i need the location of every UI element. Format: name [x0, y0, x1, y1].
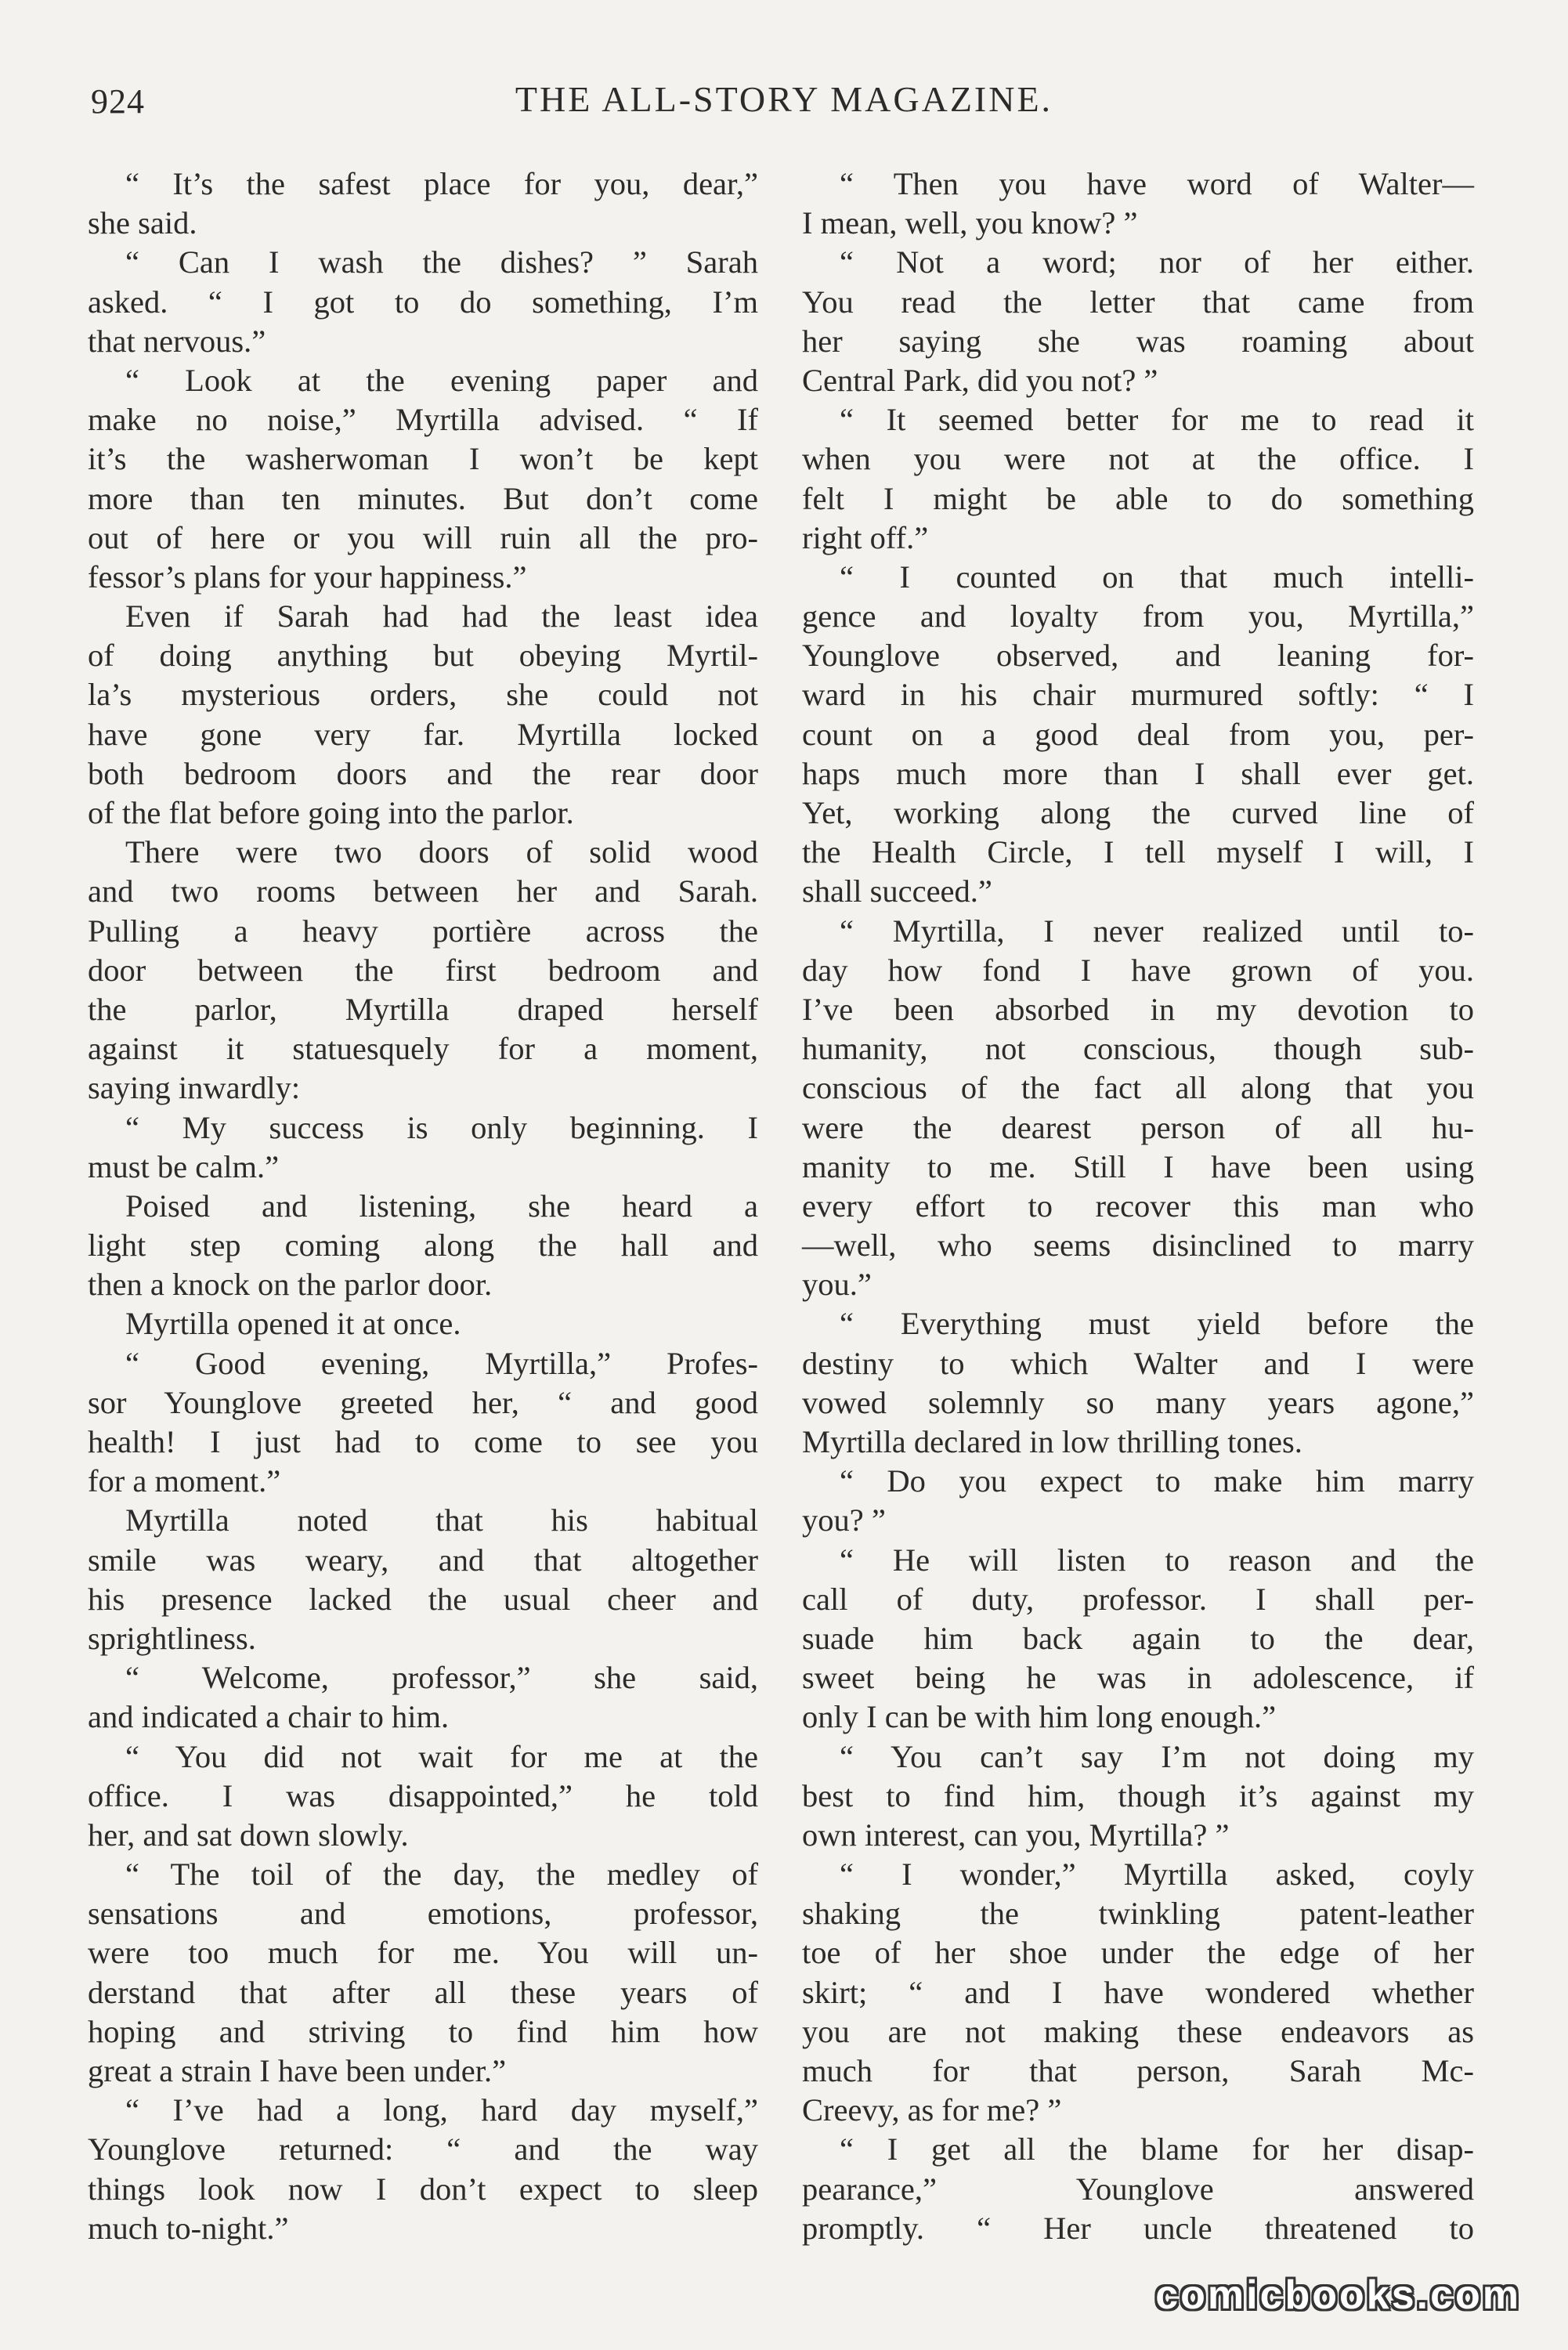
text-line: manity to me. Still I have been using [802, 1148, 1474, 1184]
text-line: then a knock on the parlor door. [88, 1267, 493, 1303]
text-line: the Health Circle, I tell myself I will, I [802, 834, 1474, 870]
text-line: “ I get all the blame for her disap- [840, 2131, 1474, 2167]
text-line: “ Not a word; nor of her either. [840, 244, 1474, 280]
text-line: “ Look at the evening paper and [125, 362, 758, 398]
text-line: Myrtilla noted that his habitual [125, 1502, 758, 1538]
text-line: “ The toil of the day, the medley of [125, 1856, 758, 1893]
text-line: derstand that after all these years of [88, 1974, 758, 2010]
text-line: sweet being he was in adolescence, if [802, 1660, 1474, 1696]
text-line: la’s mysterious orders, she could not [88, 677, 758, 713]
text-line: more than ten minutes. But don’t come [88, 480, 758, 516]
text-line: “ Welcome, professor,” she said, [125, 1660, 758, 1696]
text-line: right off.” [802, 519, 929, 555]
text-line: make no noise,” Myrtilla advised. “ If [88, 402, 758, 438]
text-line: “ Everything must yield before the [840, 1306, 1474, 1342]
text-line: vowed solemnly so many years agone,” [802, 1384, 1474, 1420]
text-line: “ He will listen to reason and the [840, 1542, 1474, 1578]
text-line: and two rooms between her and Sarah. [88, 873, 758, 909]
text-line: that nervous.” [88, 323, 266, 359]
text-line: both bedroom doors and the rear door [88, 755, 758, 791]
text-line: saying inwardly: [88, 1070, 301, 1106]
text-line: destiny to which Walter and I were [802, 1345, 1474, 1381]
text-line: “ Can I wash the dishes? ” Sarah [125, 244, 758, 280]
text-line: Yet, working along the curved line of [802, 795, 1474, 830]
text-line: out of here or you will ruin all the pro- [88, 519, 758, 555]
text-line: pearance,” Younglove answered [802, 2171, 1474, 2207]
text-line: fessor’s plans for your happiness.” [88, 559, 527, 595]
text-line: you are not making these endeavors as [802, 2013, 1474, 2049]
text-line: Even if Sarah had had the least idea [125, 598, 758, 634]
text-line: door between the first bedroom and [88, 952, 758, 988]
text-line: things look now I don’t expect to sleep [88, 2171, 758, 2207]
text-line: sor Younglove greeted her, “ and good [88, 1384, 758, 1420]
text-line: count on a good deal from you, per- [802, 716, 1474, 752]
right-column [802, 164, 1474, 2248]
text-line: Younglove returned: “ and the way [88, 2131, 758, 2167]
text-line: You read the letter that came from [802, 284, 1474, 320]
text-line: his presence lacked the usual cheer and [88, 1581, 758, 1617]
text-line: “ You can’t say I’m not doing my [840, 1738, 1474, 1774]
text-line: gence and loyalty from you, Myrtilla,” [802, 598, 1474, 634]
text-line: haps much more than I shall ever get. [802, 755, 1474, 791]
text-line: must be calm.” [88, 1148, 280, 1184]
text-line: “ Myrtilla, I never realized until to- [840, 913, 1474, 949]
text-line: health! I just had to come to see you [88, 1424, 758, 1459]
text-line: of the flat before going into the parlor. [88, 795, 574, 830]
text-line: “ You did not wait for me at the [125, 1738, 758, 1774]
text-line: and indicated a chair to him. [88, 1699, 450, 1735]
text-line: she said. [88, 205, 197, 241]
text-line: felt I might be able to do something [802, 480, 1474, 516]
text-line: “ I wonder,” Myrtilla asked, coyly [840, 1856, 1474, 1893]
text-line: light step coming along the hall and [88, 1227, 758, 1264]
text-line: shall succeed.” [802, 873, 992, 909]
left-column [88, 164, 758, 2248]
text-line: every effort to recover this man who [802, 1188, 1474, 1224]
text-line: only I can be with him long enough.” [802, 1699, 1277, 1735]
text-line: call of duty, professor. I shall per- [802, 1581, 1474, 1617]
text-line: were too much for me. You will un- [88, 1935, 758, 1971]
text-line: “ Then you have word of Walter— [840, 166, 1474, 201]
text-line: skirt; “ and I have wondered whether [802, 1974, 1474, 2010]
text-line: you.” [802, 1267, 872, 1303]
text-line: were the dearest person of all hu- [802, 1109, 1474, 1145]
text-line: for a moment.” [88, 1463, 281, 1499]
text-line: humanity, not conscious, though sub- [802, 1031, 1474, 1067]
text-line: “ I’ve had a long, hard day myself,” [125, 2092, 758, 2128]
text-line: sprightliness. [88, 1620, 256, 1656]
text-line: Poised and listening, she heard a [125, 1188, 758, 1224]
text-line: “ My success is only beginning. I [125, 1109, 758, 1145]
text-line: you? ” [802, 1502, 886, 1538]
text-line: I mean, well, you know? ” [802, 205, 1138, 241]
text-line: smile was weary, and that altogether [88, 1542, 758, 1578]
text-line: sensations and emotions, professor, [88, 1896, 758, 1932]
text-line: “ I counted on that much intelli- [840, 559, 1474, 595]
text-line: “ Good evening, Myrtilla,” Profes- [125, 1345, 758, 1381]
text-line: her, and sat down slowly. [88, 1817, 409, 1853]
text-line: asked. “ I got to do something, I’m [88, 284, 758, 320]
text-line: office. I was disappointed,” he told [88, 1777, 758, 1813]
text-line: toe of her shoe under the edge of her [802, 1935, 1474, 1971]
text-line: against it statuesquely for a moment, [88, 1031, 758, 1067]
text-line: “ It’s the safest place for you, dear,” [125, 166, 758, 201]
text-line: Central Park, did you not? ” [802, 362, 1158, 398]
text-line: hoping and striving to find him how [88, 2013, 758, 2049]
text-line: I’ve been absorbed in my devotion to [802, 991, 1474, 1027]
running-head: THE ALL-STORY MAGAZINE. [515, 79, 1053, 119]
text-line: best to find him, though it’s against my [802, 1777, 1474, 1813]
text-line: much for that person, Sarah Mc- [802, 2053, 1474, 2088]
text-line: the parlor, Myrtilla draped herself [88, 991, 758, 1027]
text-line: Younglove observed, and leaning for- [802, 638, 1474, 674]
text-line: suade him back again to the dear, [802, 1620, 1474, 1656]
text-line: day how fond I have grown of you. [802, 952, 1474, 988]
text-line: much to-night.” [88, 2210, 289, 2246]
text-line: Myrtilla declared in low thrilling tones. [802, 1424, 1302, 1459]
text-line: ward in his chair murmured softly: “ I [802, 677, 1474, 713]
text-line: “ It seemed better for me to read it [840, 402, 1474, 438]
text-line: —well, who seems disinclined to marry [802, 1227, 1474, 1264]
text-line: conscious of the fact all along that you [802, 1070, 1474, 1106]
text-line: promptly. “ Her uncle threatened to [802, 2210, 1474, 2246]
text-line: own interest, can you, Myrtilla? ” [802, 1817, 1230, 1853]
text-line: when you were not at the office. I [802, 441, 1474, 477]
text-line: Creevy, as for me? ” [802, 2092, 1062, 2128]
text-line: of doing anything but obeying Myrtil- [88, 638, 758, 674]
text-line: it’s the washerwoman I won’t be kept [88, 441, 758, 477]
text-line: have gone very far. Myrtilla locked [88, 716, 758, 752]
text-line: “ Do you expect to make him marry [840, 1463, 1474, 1499]
page-number: 924 [91, 82, 145, 121]
text-line: Pulling a heavy portière across the [88, 913, 758, 949]
text-line: her saying she was roaming about [802, 323, 1474, 359]
text-line: Myrtilla opened it at once. [125, 1306, 461, 1342]
watermark-logo: comicbooks.com [1155, 2272, 1521, 2318]
text-line: great a strain I have been under.” [88, 2053, 507, 2088]
text-line: There were two doors of solid wood [125, 834, 758, 870]
text-line: shaking the twinkling patent-leather [802, 1896, 1474, 1932]
